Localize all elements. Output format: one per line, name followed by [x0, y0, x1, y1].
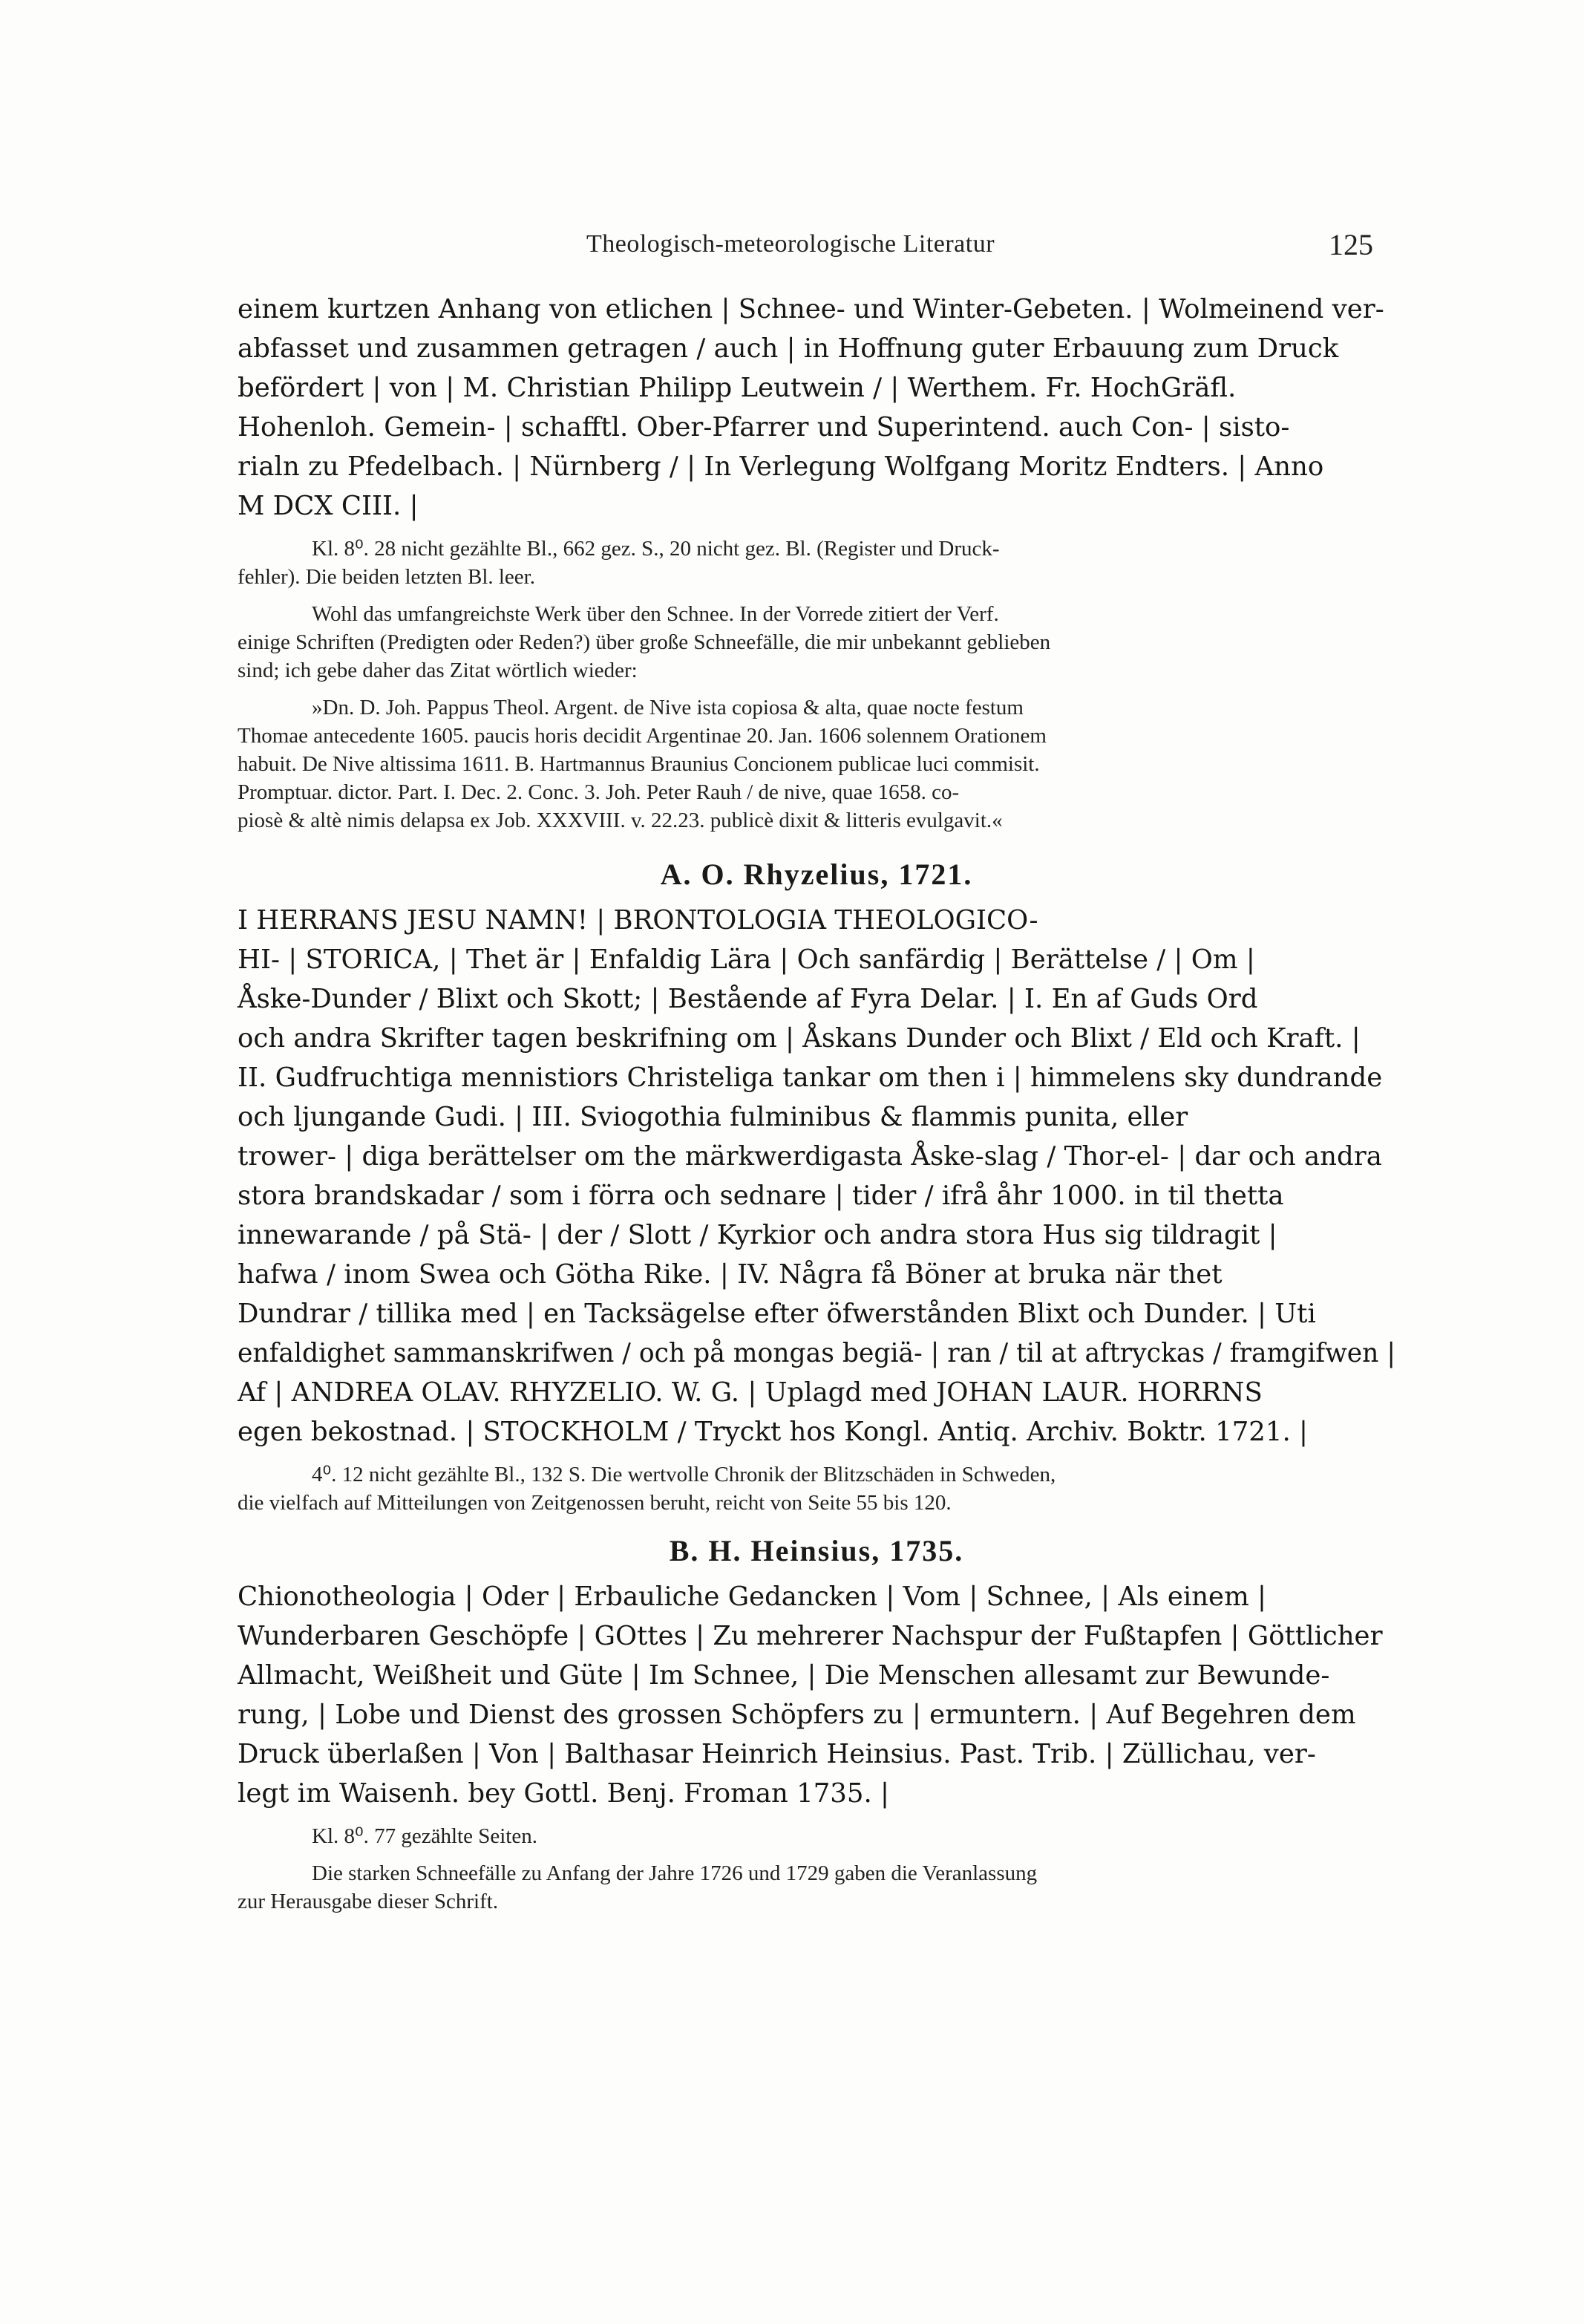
text-line: Druck überlaßen | Von | Balthasar Heinrich Heinsius. Past. Trib. | Züllichau, ver-: [238, 1739, 1316, 1769]
entry-leutwein-title-text: [238, 290, 1395, 526]
note-line: Kl. 8⁰. 28 nicht gezählte Bl., 662 gez. S., 20 nicht gez. Bl. (Register und Druck-: [312, 537, 1000, 561]
note-line: fehler). Die beiden letzten Bl. leer.: [238, 565, 535, 589]
bibliographic-note: [238, 1822, 1395, 1850]
note-line: Promptuar. dictor. Part. I. Dec. 2. Conc. 3. Joh. Peter Rauh / de nive, quae 1658. co-: [238, 780, 960, 804]
text-line: Wunderbaren Geschöpfe | GOttes | Zu mehrerer Nachspur der Fußtapfen | Göttlicher: [238, 1621, 1383, 1651]
text-line: egen bekostnad. | STOCKHOLM / Tryckt hos Kongl. Antiq. Archiv. Boktr. 1721. |: [238, 1417, 1308, 1447]
text-line: rialn zu Pfedelbach. | Nürnberg / | In Verlegung Wolfgang Moritz Endters. | Anno: [238, 451, 1324, 482]
text-line: abfasset und zusammen getragen / auch | in Hoffnung guter Erbauung zum Druck: [238, 333, 1339, 364]
running-title: Theologisch-meteorologische Literatur: [586, 230, 995, 258]
text-line: och ljungande Gudi. | III. Sviogothia fulminibus & flammis punita, eller: [238, 1102, 1188, 1132]
note-line: piosè & altè nimis delapsa ex Job. XXXVIII. v. 22.23. publicè dixit & litteris evulgavit.«: [238, 809, 1003, 832]
bibliographic-note: [238, 1460, 1395, 1517]
note-line: zur Herausgabe dieser Schrift.: [238, 1890, 499, 1913]
text-line: Hohenloh. Gemein- | schafftl. Ober-Pfarrer und Superintend. auch Con- | sisto-: [238, 412, 1290, 443]
text-line: HI- | STORICA, | Thet är | Enfaldig Lära | Och sanfärdig | Berättelse / | Om |: [238, 944, 1255, 975]
text-line: Chionotheologia | Oder | Erbauliche Gedancken | Vom | Schnee, | Als einem |: [238, 1582, 1266, 1612]
text-line: hafwa / inom Swea och Götha Rike. | IV. Några få Böner at bruka när thet: [238, 1259, 1223, 1290]
text-line: I HERRANS JESU NAMN! | BRONTOLOGIA THEOLOGICO-: [238, 905, 1038, 936]
note-line: 4⁰. 12 nicht gezählte Bl., 132 S. Die wertvolle Chronik der Blitzschäden in Schweden,: [312, 1463, 1056, 1486]
text-line: einem kurtzen Anhang von etlichen | Schnee- und Winter-Gebeten. | Wolmeinend ver-: [238, 294, 1384, 324]
text-line: och andra Skrifter tagen beskrifning om | Åskans Dunder och Blixt / Eld och Kraft. |: [238, 1023, 1361, 1054]
section-heading-rhyzelius: A. O. Rhyzelius, 1721.: [660, 858, 973, 891]
text-line: legt im Waisenh. bey Gottl. Benj. Froman 1735. |: [238, 1778, 890, 1809]
note-line: Thomae antecedente 1605. paucis horis decidit Argentinae 20. Jan. 1606 solennem Orationem: [238, 724, 1047, 748]
note-line: Wohl das umfangreichste Werk über den Schnee. In der Vorrede zitiert der Verf.: [312, 602, 999, 626]
quotation-note: [238, 693, 1395, 835]
note-line: Kl. 8⁰. 77 gezählte Seiten.: [312, 1824, 537, 1848]
text-line: stora brandskadar / som i förra och sednare | tider / ifrå åhr 1000. in til thetta: [238, 1181, 1284, 1211]
section-heading-heinsius: B. H. Heinsius, 1735.: [669, 1534, 964, 1567]
text-line: Åske-Dunder / Blixt och Skott; | Bestående af Fyra Delar. | I. En af Guds Ord: [238, 984, 1258, 1014]
text-line: II. Gudfruchtiga mennistiors Christeliga tankar om then i | himmelens sky dundrande: [238, 1063, 1383, 1093]
page-body: [238, 290, 1395, 1916]
text-line: befördert | von | M. Christian Philipp Leutwein / | Werthem. Fr. HochGräfl.: [238, 373, 1237, 403]
text-line: enfaldighet sammanskrifwen / och på mongas begiä- | ran / til at aftryckas / framgifwen |: [238, 1338, 1395, 1368]
text-line: M DCX CIII. |: [238, 491, 419, 521]
note-line: einige Schriften (Predigten oder Reden?) über große Schneefälle, die mir unbekannt geblieben: [238, 630, 1051, 654]
text-line: rung, | Lobe und Dienst des grossen Schöpfers zu | ermuntern. | Auf Begehren dem: [238, 1700, 1356, 1730]
entry-rhyzelius-title-text: [238, 901, 1395, 1452]
entry-heinsius-title-text: [238, 1577, 1395, 1813]
text-line: trower- | diga berättelser om the märkwerdigasta Åske-slag / Thor-el- | dar och andra: [238, 1141, 1382, 1172]
note-line: »Dn. D. Joh. Pappus Theol. Argent. de Nive ista copiosa & alta, quae nocte festum: [312, 696, 1024, 719]
bibliographic-note: [238, 535, 1395, 591]
text-line: Dundrar / tillika med | en Tacksägelse efter öfwerstånden Blixt och Dunder. | Uti: [238, 1299, 1316, 1329]
commentary-note: [238, 1859, 1395, 1916]
running-header: [238, 223, 1395, 267]
note-line: sind; ich gebe daher das Zitat wörtlich wieder:: [238, 659, 638, 682]
note-line: Die starken Schneefälle zu Anfang der Jahre 1726 und 1729 gaben die Veranlassung: [312, 1861, 1038, 1885]
page-number: 125: [1329, 228, 1373, 261]
note-line: habuit. De Nive altissima 1611. B. Hartmannus Braunius Concionem publicae luci commisit.: [238, 752, 1040, 776]
commentary-note: [238, 600, 1395, 685]
text-line: innewarande / på Stä- | der / Slott / Kyrkior och andra stora Hus sig tildragit |: [238, 1220, 1277, 1250]
text-line: Allmacht, Weißheit und Güte | Im Schnee, | Die Menschen allesamt zur Bewunde-: [238, 1660, 1330, 1691]
text-line: Af | ANDREA OLAV. RHYZELIO. W. G. | Uplagd med JOHAN LAUR. HORRNS: [238, 1377, 1263, 1408]
note-line: die vielfach auf Mitteilungen von Zeitgenossen beruht, reicht von Seite 55 bis 120.: [238, 1491, 952, 1515]
